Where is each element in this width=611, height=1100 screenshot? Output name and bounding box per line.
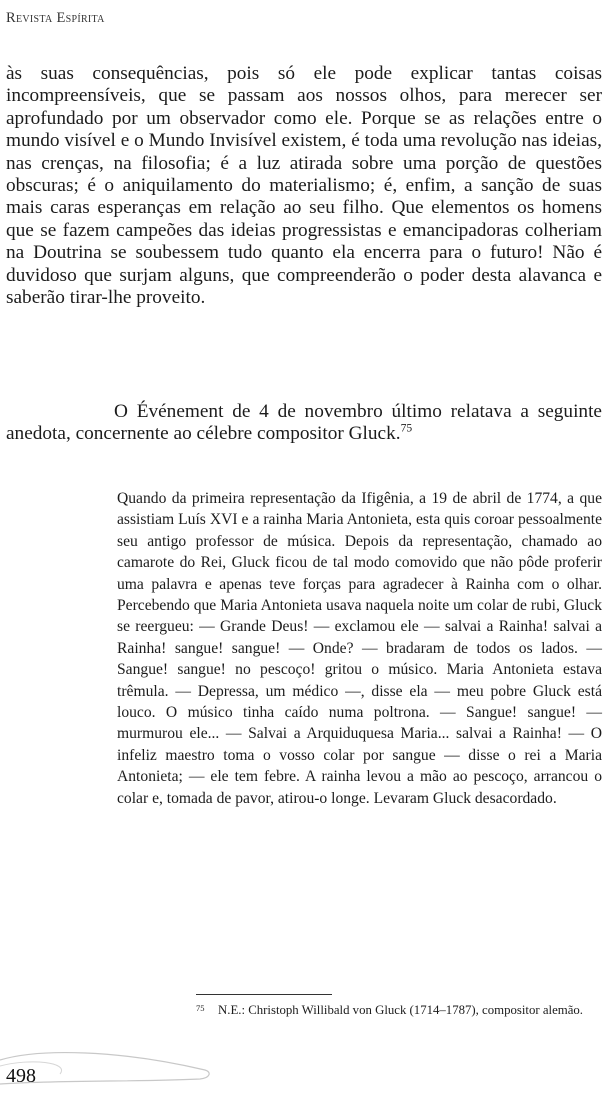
footnote-reference: 75 (400, 421, 413, 435)
running-title: Revista Espírita (6, 10, 105, 26)
body-paragraph (6, 401, 602, 446)
body-paragraph: às suas consequências, pois só ele pode explicar tantas coisas incompreensíveis, que se passam aos nossos olhos, para merecer ser aprofundado por um observador como ele. Porque se as relações entre o mundo visível e o Mundo Invisível existem, é toda uma revolução nas ideias, nas crenças, na filosofia; é a luz atirada sobre uma porção de questões obscuras; é o aniquilamento do materialismo; é, enfim, a sanção de suas mais caras esperanças em relação ao seu filho. Que elementos os homens que se fazem campeões das ideias progressistas e emancipadoras colheriam na Doutrina se soubessem tudo quanto ela encerra para o futuro! Não é duvidoso que surjam alguns, que compreenderão o poder desta alavanca e saberão tirar-lhe proveito. (6, 63, 602, 309)
footnote-text: N.E.: Christoph Willibald von Gluck (1714–1787), compositor alemão. (218, 1003, 583, 1017)
footnote-number: 75 (196, 1003, 205, 1013)
footnote-rule (196, 994, 332, 995)
decorative-swoosh (0, 1040, 240, 1090)
footnote (196, 1002, 602, 1019)
block-quote: Quando da primeira representação da Ifigênia, a 19 de abril de 1774, a que assistiam Luís XVI e a rainha Maria Antonieta, esta quis coroar pessoalmente seu antigo professor de música. Depois da representação, chamado ao camarote do Rei, Gluck ficou de tal modo comovido que não pôde proferir uma palavra e apenas teve forças para agradecer à Rainha com o olhar. Percebendo que Maria Antonieta usava naquela noite um colar de rubi, Gluck se reergueu: — Grande Deus! — exclamou ele — salvai a Rainha! salvai a Rainha! sangue! sangue! — Onde? — bradaram de todos os lados. — Sangue! sangue! no pescoço! gritou o músico. Maria Antonieta estava trêmula. — Depressa, um médico —, disse ela — meu pobre Gluck está louco. O músico tinha caído numa poltrona. — Sangue! sangue! — murmurou ele... — Salvai a Arquiduquesa Maria... salvai a Rainha! — O infeliz maestro toma o vosso colar por sangue — disse o rei a Maria Antonieta; — ele tem febre. A rainha levou a mão ao pescoço, arrancou o colar e, tomada de pavor, atirou-o longe. Levaram Gluck desacordado. (117, 490, 602, 807)
body-paragraph-text: O Événement de 4 de novembro último relatava a seguinte anedota, concernente ao célebre compositor Gluck. (6, 401, 602, 445)
page-number: 498 (6, 1065, 36, 1087)
